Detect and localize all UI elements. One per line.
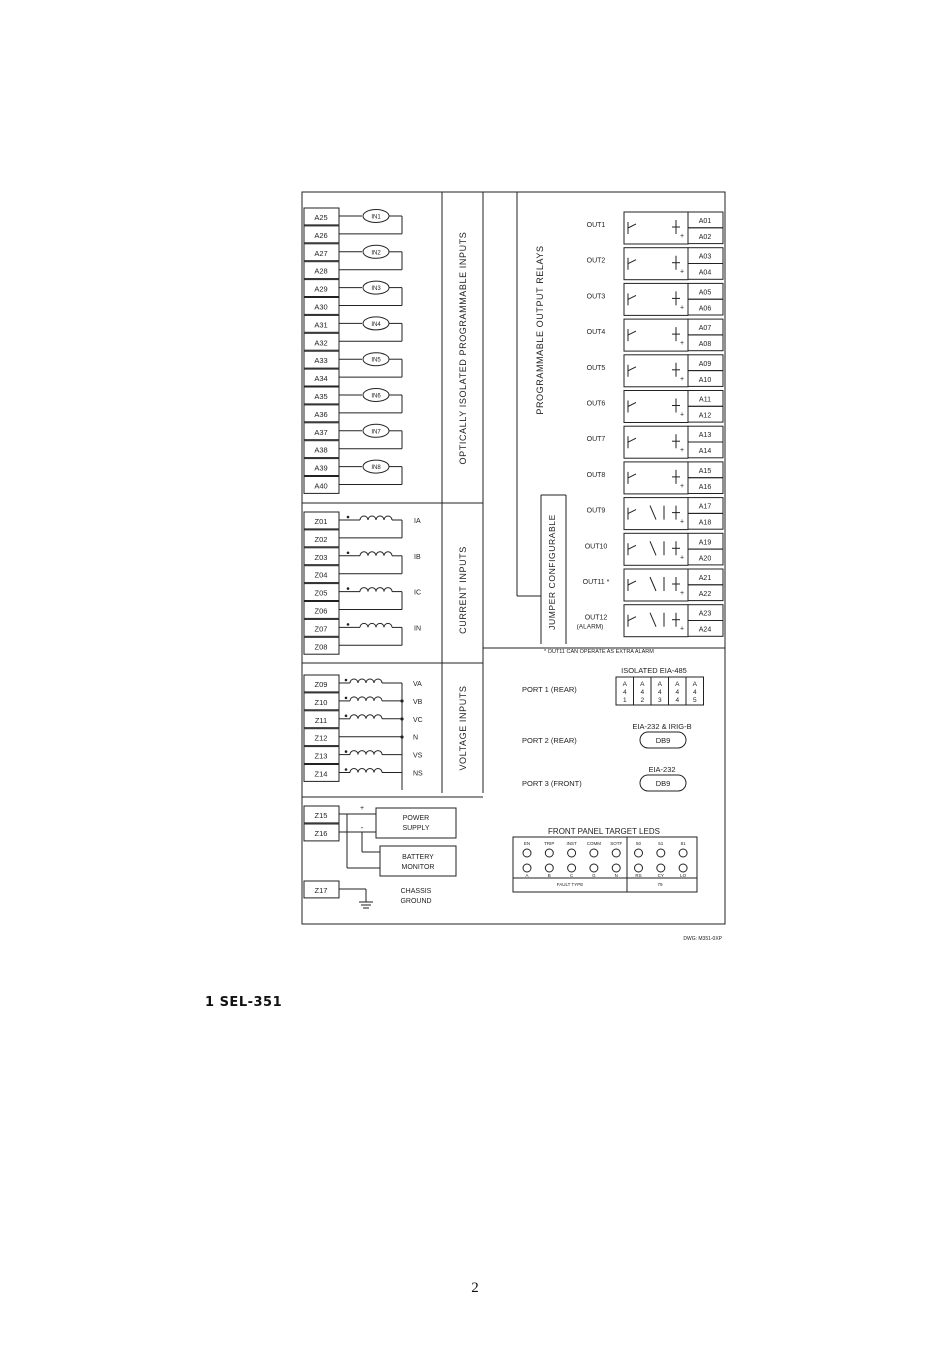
terminal-label: Z04 [314,570,328,580]
terminal-label: A33 [314,356,328,366]
led-panel-box [513,837,697,892]
terminal-label: Z05 [314,588,328,598]
relay-contact-box [624,248,688,280]
junction [400,699,403,702]
pin-label: A [622,681,627,688]
current-inputs-section [304,512,421,654]
relay-contact-box [624,426,688,458]
terminal-label: A05 [698,289,712,297]
input-coil-label: IN6 [371,393,381,400]
relay-name: OUT4 [586,329,606,337]
terminal-label: A13 [698,432,712,440]
terminal-label: A15 [698,467,712,475]
inputs-section-title: OPTICALLY ISOLATED PROGRAMMABLE INPUTS [458,231,468,465]
led-top-label: 51 [658,841,664,846]
drawing-id: DWG: M351-0XP [683,936,722,942]
led-group-label: FAULT TYPE [556,882,584,887]
terminal-label: A10 [698,376,712,384]
coil-symbol [360,516,392,520]
power-supply-label: POWER [402,815,430,822]
relay-contact-box [624,569,688,601]
terminal-label: Z17 [314,886,328,895]
chassis-ground-label: GROUND [400,898,432,905]
led-indicator [568,849,576,857]
terminal-label: A20 [698,555,712,563]
relay-name: OUT9 [586,507,606,515]
terminal-label: A21 [698,575,712,582]
terminal-label: A19 [698,539,712,547]
led-top-label: EN [523,841,531,846]
coil-symbol [350,679,382,683]
polarity-dot [345,768,348,771]
terminal-label: A23 [698,610,712,618]
terminal-label: A17 [698,503,712,511]
terminal-label: A35 [314,392,328,401]
polarity-dot [347,623,350,626]
relay-contact [628,581,636,585]
channel-label: NS [413,770,423,778]
terminal-label: Z08 [314,642,328,652]
polarity-dot [347,516,350,519]
input-coil-label: IN1 [371,214,381,221]
relay-contact-box [624,605,688,637]
pin-label: 4 [657,689,662,696]
relay-contact-box [624,283,688,315]
polarity-dot [347,552,350,555]
power-supply-box [376,808,456,838]
relay-contact [628,260,636,264]
terminal-label: A37 [314,427,328,437]
terminal-label: A22 [698,591,712,598]
relay-contact-box [624,319,688,351]
communication-ports-section [522,666,704,791]
channel-label: IB [414,553,421,561]
terminal-label: A02 [698,234,712,241]
pin-label: 1 [622,697,627,704]
polarity-minus: - [360,823,364,832]
polarity-dot [345,679,348,682]
led-indicator [523,849,531,857]
led-indicator [545,849,553,857]
battery-monitor-label: BATTERY [402,854,434,861]
footnote-text: * OUT11 CAN OPERATE AS EXTRA ALARM [544,649,654,655]
coil-symbol [350,769,382,773]
coil-symbol [360,623,392,627]
terminal-label: Z15 [314,811,328,820]
polarity-plus: + [679,590,685,597]
current-section-title: CURRENT INPUTS [458,546,468,634]
channel-label: VB [413,698,423,706]
front-panel-leds-section [513,827,697,892]
terminal-label: A08 [698,341,712,349]
terminal-label: Z09 [314,680,328,689]
channel-label: N [413,734,419,742]
input-coil-label: IN2 [371,250,381,257]
port3-title: EIA-232 [648,765,676,774]
relay-name: OUT10 [584,543,608,551]
relay-name: OUT1 [586,222,606,229]
relay-contact-box [624,533,688,565]
terminal-label: A09 [698,360,712,368]
pin-label: A [657,681,662,688]
polarity-plus: + [679,304,685,312]
figure-caption: 1 SEL-351 [205,995,283,1010]
terminal-label: A16 [698,483,712,491]
terminal-label: A07 [698,325,712,333]
channel-label: IC [414,589,421,597]
terminal-label: A26 [314,230,328,240]
relay-contact [628,295,636,299]
terminal-label: A31 [314,320,328,330]
db9-label: DB9 [655,736,671,745]
led-bottom-label: C [569,873,574,878]
pin-label: 2 [640,697,645,704]
terminal-label: A34 [314,374,328,384]
relay-contact-box [624,462,688,494]
terminal-label: A27 [314,248,328,258]
led-indicator [590,849,598,857]
polarity-plus: + [679,233,685,240]
led-indicator [612,864,620,872]
coil-symbol [350,697,382,701]
relay-name: OUT11 * [582,579,610,586]
chassis-ground-label: CHASSIS [400,888,432,895]
led-bottom-label: B [547,873,551,878]
coil-symbol [350,715,382,719]
relay-contact-box [624,355,688,387]
db9-label: DB9 [655,779,671,788]
led-indicator [568,864,576,872]
terminal-label: Z01 [314,517,328,526]
led-bottom-label: N [614,873,618,878]
relay-contact-box [624,498,688,530]
form-c-contact [650,506,656,520]
terminal-label: A06 [698,305,712,313]
terminal-label: Z03 [314,552,328,562]
port2-title: EIA-232 & IRIG-B [632,722,692,731]
channel-label: VS [413,752,423,760]
polarity-dot [345,750,348,753]
led-top-label: SOTF [610,841,623,846]
led-top-label: COMM [586,841,602,846]
relay-contact [628,438,636,442]
polarity-plus: + [679,518,685,526]
terminal-label: Z06 [314,606,328,616]
power-supply-section [304,805,456,908]
polarity-plus: + [679,411,685,419]
polarity-plus: + [679,447,685,455]
relay-name: OUT8 [586,471,606,479]
led-indicator [545,864,553,872]
voltage-section-title: VOLTAGE INPUTS [458,685,468,771]
terminal-label: A40 [314,481,328,491]
pin-label: 4 [640,689,645,696]
pin-label: 5 [692,697,697,704]
relay-contact [628,510,636,514]
terminal-label: Z02 [314,534,328,544]
input-coil-label: IN8 [371,465,381,472]
relay-name: OUT5 [586,364,606,372]
led-bottom-label: RS [635,873,642,878]
led-group-label: 79 [657,882,663,887]
terminal-label: A29 [314,284,328,294]
led-bottom-label: G [592,873,596,878]
terminal-label: A12 [698,412,712,420]
relay-name: OUT2 [586,257,606,265]
terminal-label: Z16 [314,829,328,838]
input-coil-label: IN3 [371,286,381,293]
relay-contact [628,617,636,621]
led-top-label: 81 [680,841,686,846]
terminal-label: Z13 [314,751,328,761]
terminal-label: A30 [314,302,328,312]
led-top-label: INST [566,841,577,846]
relay-name: OUT3 [586,293,606,301]
input-coil-label: IN7 [371,429,381,436]
terminal-label: A38 [314,445,328,455]
relay-contact [628,331,636,335]
relay-name: OUT6 [586,400,606,408]
jumper-section-title: JUMPER CONFIGURABLE [547,514,557,630]
form-c-contact [650,577,656,591]
coil-symbol [360,588,392,592]
terminal-label: A11 [699,396,711,404]
terminal-label: A03 [698,253,712,261]
input-coil-label: IN5 [371,357,381,364]
led-indicator [635,849,643,857]
pin-label: 4 [675,697,680,704]
channel-label: VC [413,716,423,724]
form-c-contact [650,613,656,627]
input-coil-label: IN4 [371,321,381,328]
battery-monitor-label: MONITOR [401,864,435,871]
terminal-label: A18 [698,519,712,527]
battery-monitor-box [380,846,456,876]
port3-label: PORT 3 (FRONT) [522,779,582,788]
led-indicator [523,864,531,872]
channel-label: IN [414,625,421,633]
led-indicator [657,849,665,857]
polarity-plus: + [679,482,685,490]
pin-label: A [640,681,645,688]
terminal-label: Z12 [314,733,328,743]
port1-title: ISOLATED EIA-485 [621,666,687,675]
led-indicator [679,849,687,857]
output-relays-section [544,212,723,655]
led-bottom-label: A [525,873,529,878]
relays-section-title: PROGRAMMABLE OUTPUT RELAYS [535,245,545,415]
polarity-plus: + [679,340,685,348]
terminal-label: A39 [314,463,328,473]
page-number: 2 [471,1280,479,1296]
terminal-label: Z10 [314,697,328,707]
relay-contact [628,367,636,371]
pin-label: 4 [675,689,680,696]
port1-label: PORT 1 (REAR) [522,685,577,694]
relay-contact-box [624,391,688,423]
led-bottom-label: LO [680,873,687,878]
relay-contact [628,545,636,549]
terminal-label: A25 [314,213,328,222]
relay-contact [628,403,636,407]
polarity-plus: + [359,805,365,812]
programmable-inputs-section [304,208,402,493]
coil-symbol [350,751,382,755]
led-indicator [635,864,643,872]
led-bottom-label: CY [657,873,664,878]
terminal-label: A04 [698,269,712,277]
pin-label: 4 [622,689,627,696]
section-labels [458,192,566,771]
form-c-contact [650,541,656,555]
led-indicator [679,864,687,872]
junction [400,717,403,720]
port2-label: PORT 2 (REAR) [522,736,577,745]
polarity-dot [345,715,348,718]
led-top-label: 50 [635,841,642,846]
terminal-label: A36 [314,409,328,419]
relay-contact-box [624,212,688,244]
voltage-inputs-section [304,675,423,790]
terminal-label: A01 [698,218,712,225]
coil-symbol [360,552,392,556]
pin-label: A [675,681,680,688]
power-supply-label: SUPPLY [402,825,430,832]
polarity-dot [345,697,348,700]
junction [400,735,403,738]
terminal-label: A14 [698,448,712,456]
channel-label: IA [414,518,421,525]
relay-name: OUT12 [584,614,608,622]
relay-contact [628,474,636,478]
led-top-label: TRIP [544,841,555,846]
led-indicator [590,864,598,872]
terminal-label: Z07 [314,624,328,634]
polarity-dot [347,587,350,590]
relay-contact [628,224,636,228]
polarity-plus: + [679,554,685,562]
polarity-plus: + [679,268,685,276]
relay-name: OUT7 [586,436,606,444]
polarity-plus: + [679,625,685,633]
alarm-label: (ALARM) [576,623,604,631]
led-indicator [612,849,620,857]
led-indicator [657,864,665,872]
channel-label: VA [413,681,422,688]
terminal-label: Z14 [314,769,328,779]
terminal-label: A24 [698,626,712,634]
terminal-label: A32 [314,338,328,348]
terminal-label: Z11 [314,715,328,725]
pin-label: 4 [692,689,697,696]
terminal-label: A28 [314,266,328,276]
pin-label: 3 [657,697,662,704]
led-panel-title: FRONT PANEL TARGET LEDS [548,827,660,836]
polarity-plus: + [679,375,685,383]
pin-label: A [692,681,697,688]
